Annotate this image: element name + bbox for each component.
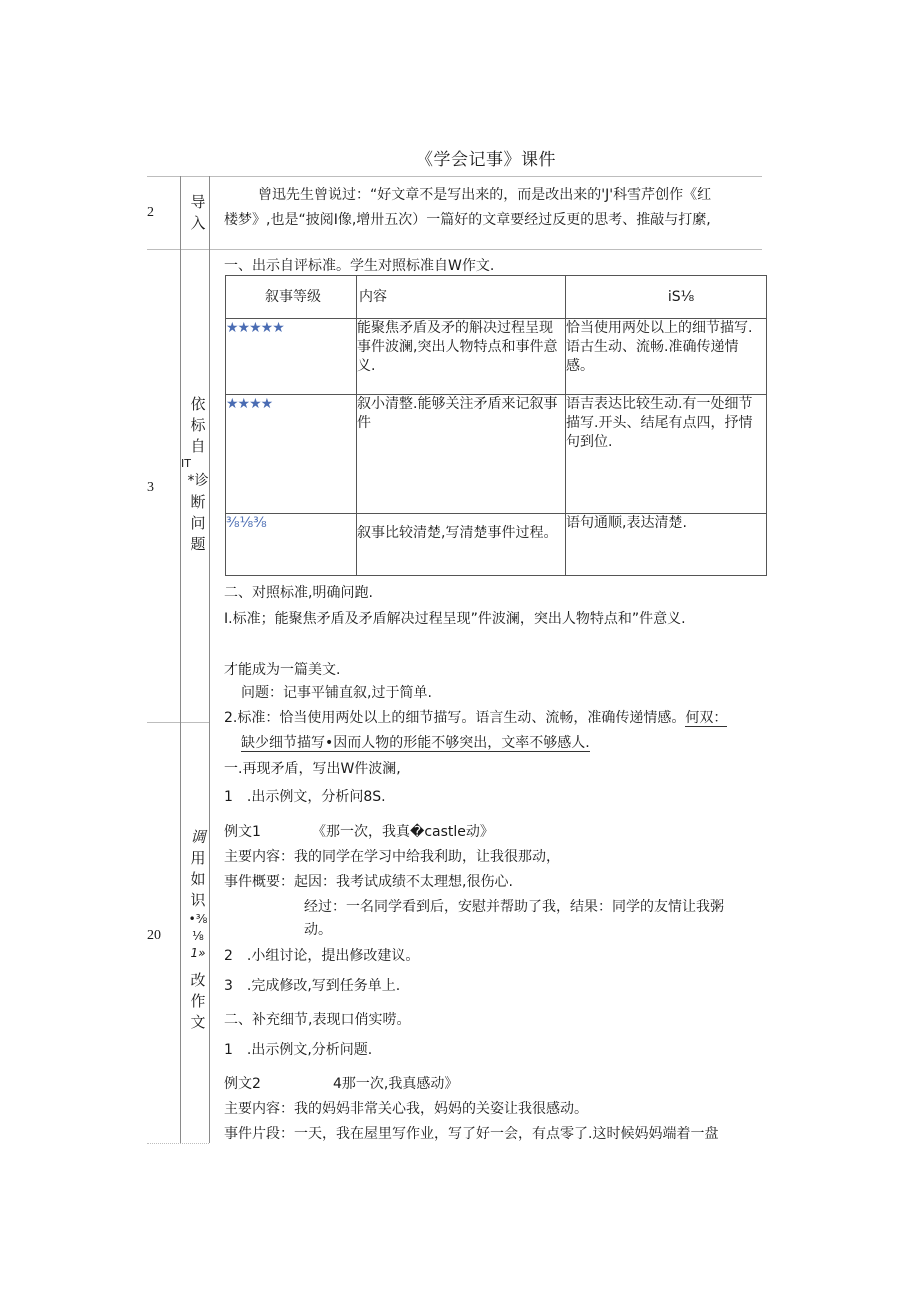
part-heading: 二、补充细节,表现口俏实唠。	[224, 1012, 411, 1028]
problem-1: 问题：记事平铺直叙,过于简单.	[241, 685, 432, 701]
standard-2	[224, 708, 727, 728]
row-divider-1	[147, 249, 762, 250]
intro-text-line2: 楼梦》,也是“披阅I像,增卅五次）一篇好的文章要经过反更的思考、推敲与打縻,	[224, 212, 711, 228]
intro-text-line1: 曾迅先生曾说过：“好文章不是写出来的，而是改出来的'J'科雪芹创作《红	[258, 187, 712, 203]
row-divider-top	[147, 176, 762, 177]
page-title: 《学会记事》课件	[416, 150, 556, 170]
row-divider-2	[147, 722, 209, 723]
standard-2-text: 2.标准：恰当使用两处以上的细节描写。语言生动、流畅，准确传递情感。	[224, 710, 686, 726]
cell-content: 能聚焦矛盾及矛的斛决过程呈现事件波澜,突出人物特点和事件意义.	[357, 319, 566, 395]
cell-language: 恰当使用两处以上的细节描写.语古生动、流畅.准确传递情感。	[566, 319, 767, 395]
example-summary-cause: 事件概要：起因：我考试成绩不太理想,很伤心.	[224, 874, 513, 890]
step-heading: 一、出示自评标准。学生对照标准自W作文.	[224, 258, 495, 274]
cell-language: 语吉表达比较生动.有一处细节描写.开头、结尾有点四，抒情句到位.	[566, 395, 767, 514]
standard-1-continued: 才能成为一篇美文.	[224, 662, 341, 678]
step-item: 3 .完成修改,写到任务单上.	[224, 978, 401, 994]
table-header-row	[226, 276, 767, 319]
fraction-rating: ⅜⅛⅜	[226, 514, 357, 576]
cell-language: 语句通顺,表达清楚.	[566, 514, 767, 576]
step-item: 2 .小组讨论，提出修改建议。	[224, 948, 420, 964]
problem-label: 何双：	[685, 710, 728, 726]
section-label: 导 入	[190, 193, 206, 232]
standard-1: I.标准；能聚焦矛盾及矛盾解决过程呈现”件波澜，突出人物特点和”件意义.	[224, 611, 686, 627]
section-label: 依 标 自 IT *诊 断 问 题	[181, 395, 209, 553]
cell-content: 叙小清整.能够关注矛盾来记叙事件	[357, 395, 566, 514]
example-main-content: 主要内容：我的同学在学习中给我利助，让我很那动，	[224, 849, 560, 865]
four-star-rating: ★★★★	[226, 395, 357, 514]
example-main-content: 主要内容：我的妈妈非常关心我，妈妈的关姿让我很感动。	[224, 1101, 588, 1117]
cell-content: 叙事比较清楚,写清楚事件过程。	[357, 514, 566, 576]
rubric-table	[225, 275, 767, 576]
header-language: iS⅛	[566, 276, 767, 319]
example-fragment: 事件片段：一天，我在屋里写作业，写了好一会，有点零了.这时候妈妈端着一盘	[224, 1126, 719, 1142]
example-title: 《那一次，我真�castle动》	[312, 824, 494, 840]
section-minutes: 2	[147, 205, 154, 220]
example-label: 例文2	[224, 1076, 261, 1092]
header-content: 内容	[357, 276, 566, 319]
example-summary-process-cont: 动。	[304, 922, 332, 938]
example-summary-process: 经过：一名同学看到后，安慰并帮助了我，结果：同学的友情让我粥	[304, 899, 724, 915]
table-row	[226, 319, 767, 395]
section-minutes: 3	[147, 480, 154, 495]
step-item: 1 .出示例文,分析问题.	[224, 1042, 373, 1058]
section-minutes: 20	[147, 928, 161, 943]
part-heading: 一.再现矛盾，写出W件波澜,	[224, 761, 401, 777]
step-item: 1 .出示例文，分析问8S.	[224, 789, 386, 805]
table-row	[226, 514, 767, 576]
example-title: 4那一次,我真感动》	[333, 1076, 459, 1092]
table-row	[226, 395, 767, 514]
step-heading: 二、对照标准,明确问跑.	[224, 585, 373, 601]
five-star-rating: ★★★★★	[226, 319, 357, 395]
example-label: 例文1	[224, 824, 261, 840]
header-grade: 叙事等级	[226, 276, 357, 319]
problem-2: 缺少细节描写•因而人物的形能不够突出，文率不够感人.	[241, 735, 590, 751]
section-label: 调 用 如 识 •⅜ ⅛ 1» 改 作 文	[188, 828, 208, 1031]
row-divider-bottom	[147, 1143, 209, 1144]
